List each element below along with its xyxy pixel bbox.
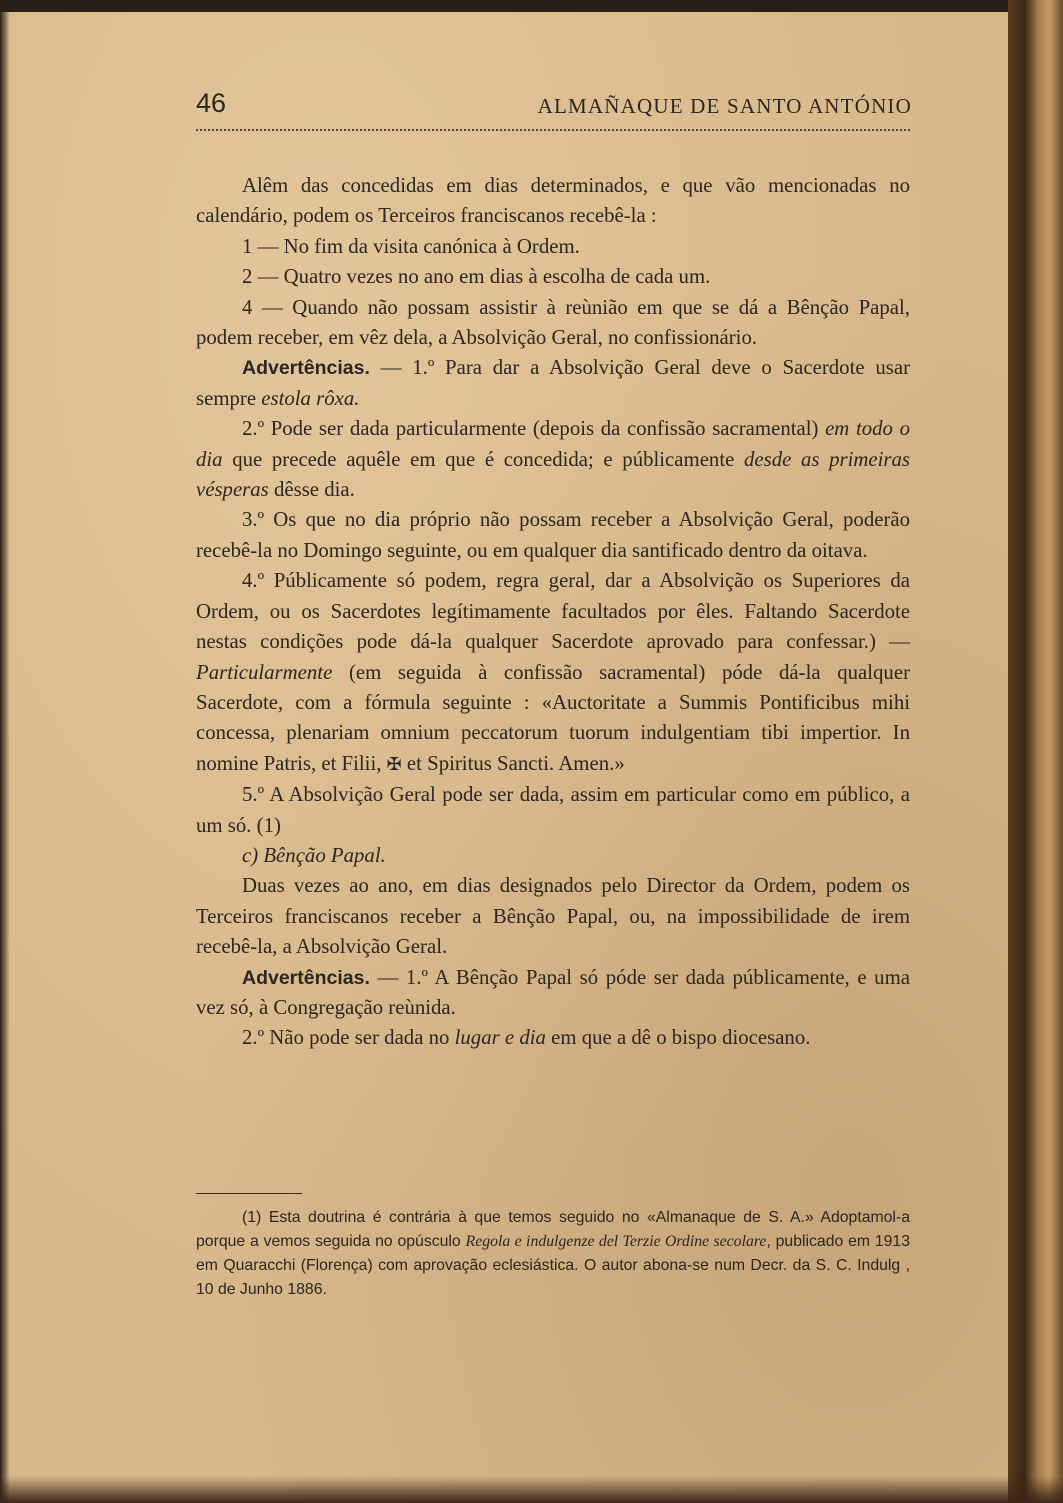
text-run: , publicado em 1913 em Quaracchi (Florença) com aprovação eclesiástica. O autor abona-se num Decr. da S. C. Indulg , 10 de Junho 1886. xyxy=(196,1233,910,1298)
text-run: em que a dê o bispo diocesano. xyxy=(545,1026,811,1050)
italic-run: desde as primeiras vésperas xyxy=(196,447,911,502)
paragraph: Alêm das concedidas em dias determinados, e que vão mencionadas no calendário, podem os Terceiros franciscanos recebê-la : xyxy=(196,174,910,228)
text-run: — 1.º A Bênção Papal só póde ser dada públicamente, e uma vez só, à Congregação reùnida. xyxy=(196,965,910,1019)
paragraph: 1 — No fim da visita canónica à Ordem. xyxy=(242,234,580,258)
italic-run: estola rôxa. xyxy=(261,386,360,410)
text-run: (em seguida à confissão sacramental) póde dá-la qualquer Sacerdote, com a fórmula seguinte : «Auctoritate a Summis Pontificibus mihi concessa, plenariam omnium peccatorum tuorum indulgentiam tibi impertior. In nomine Patris, et Filii, xyxy=(196,660,910,775)
paragraph xyxy=(196,1023,910,1053)
text-run: dêsse dia. xyxy=(268,478,355,502)
page-left-shadow xyxy=(0,0,10,1503)
paragraph: 3.º Os que no dia próprio não possam receber a Absolvição Geral, poderão recebê-la no Domingo seguinte, ou em qualquer dia santificado dentro da oitava. xyxy=(196,508,910,562)
italic-run: Particularmente xyxy=(196,660,333,684)
page-header xyxy=(196,88,912,128)
text-run: — 1.º Para dar a Absolvição Geral deve o Sacerdote usar sempre xyxy=(196,356,910,410)
italic-run: lugar e dia xyxy=(454,1026,546,1050)
italic-run: em todo o dia xyxy=(196,417,910,471)
text-run: (1) Esta doutrina é contrária à que temos seguido no «Almanaque de S. A.» Adoptamol-a porque a vemos seguida no opúsculo xyxy=(196,1209,910,1250)
paragraph xyxy=(196,963,910,1024)
text-run: que precede aquêle em que é concedida; e públicamente xyxy=(222,447,744,471)
cross-icon: ✠ xyxy=(386,753,402,775)
text-run: 2.º Não pode ser dada no xyxy=(242,1026,455,1050)
italic-run: Regola e indulgenze del Terzie Ordine secolare xyxy=(465,1233,767,1250)
text-run: et Spiritus Sancti. Amen.» xyxy=(401,751,625,775)
footnote xyxy=(196,1206,910,1302)
paragraph: Duas vezes ao ano, em dias designados pelo Director da Ordem, podem os Terceiros franciscanos receber a Bênção Papal, ou, na impossibilidade de irem recebê-la, a Absolvição Geral. xyxy=(196,874,910,959)
advertencias-label: Advertências. xyxy=(242,966,370,989)
book-spine xyxy=(1008,0,1063,1503)
page-top-shadow xyxy=(0,0,1063,12)
italic-run: c) Bênção Papal. xyxy=(242,843,386,867)
text-run: 2.º Pode ser dada particularmente (depois da confissão sacramental) xyxy=(242,417,826,441)
footnote-rule xyxy=(196,1193,302,1194)
text-run: 4.º Públicamente só podem, regra geral, dar a Absolvição os Superiores da Ordem, ou os Sacerdotes legítimamente facultados por êles. Faltando Sacerdote nestas condições pode dá-la qualquer Sacerdote aprovado para confessar.) — xyxy=(196,569,910,654)
paragraph: 5.º A Absolvição Geral pode ser dada, assim em particular como em público, a um só. (1) xyxy=(196,783,910,837)
section-heading xyxy=(196,841,910,871)
page-bottom-shadow xyxy=(0,1476,1063,1503)
footnote-paragraph xyxy=(196,1206,910,1302)
paragraph xyxy=(196,414,910,505)
page-number: 46 xyxy=(196,88,227,118)
paragraph: 4 — Quando não possam assistir à reùnião em que se dá a Bênção Papal, podem receber, em vêz dela, a Absolvição Geral, no confissionário. xyxy=(196,295,910,350)
header-rule xyxy=(196,129,910,131)
body-text xyxy=(196,171,910,1054)
advertencias-label: Advertências. xyxy=(242,357,370,380)
paragraph xyxy=(196,566,910,780)
paragraph: 2 — Quatro vezes no ano em dias à escolha de cada um. xyxy=(242,265,711,289)
running-head: ALMAÑAQUE DE SANTO ANTÓNIO xyxy=(537,94,912,118)
paragraph xyxy=(196,353,910,414)
